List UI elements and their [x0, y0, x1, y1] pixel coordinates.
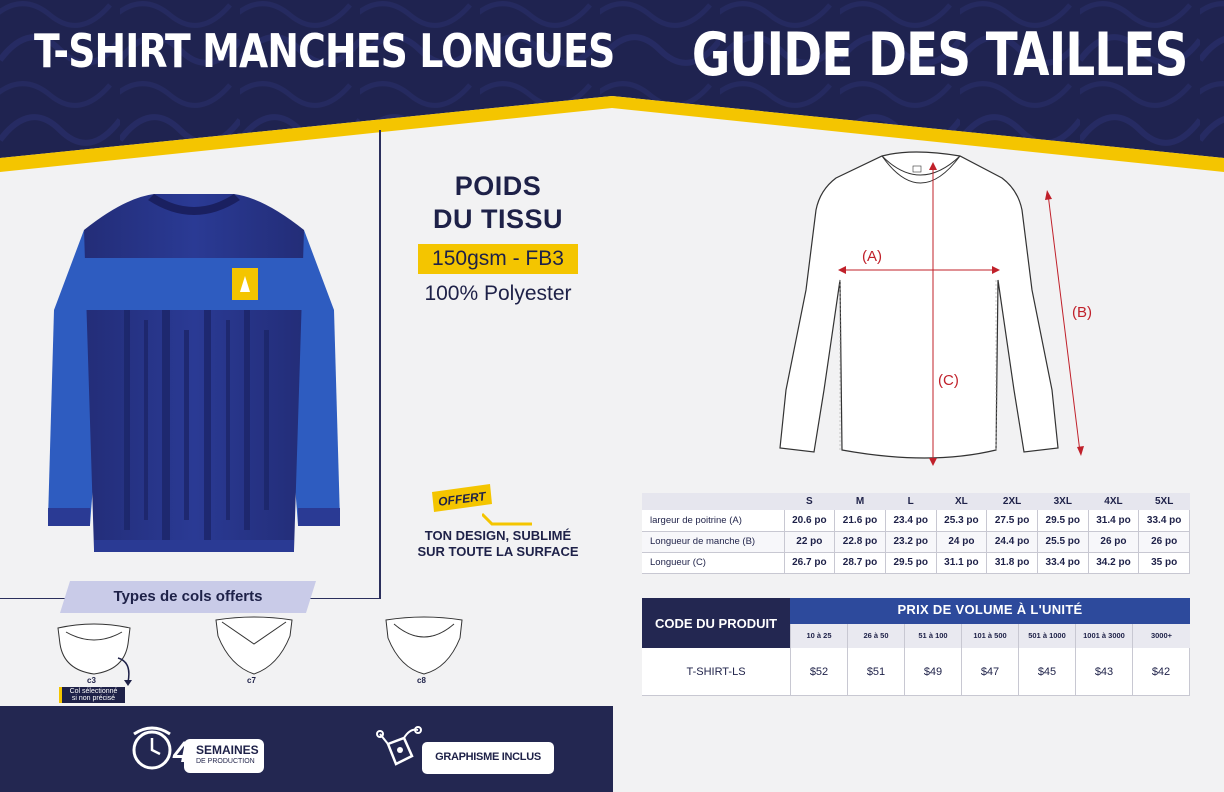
dim-label-c: (C) — [938, 372, 959, 389]
table-row — [642, 510, 1190, 531]
size-header-xl: XL — [936, 493, 987, 510]
product-code: T-SHIRT-LS — [642, 648, 790, 696]
price-table — [642, 598, 1190, 696]
table-cell: 21.6 po — [835, 510, 886, 531]
price-tier: 10 à 25 — [790, 624, 847, 648]
weeks-sub: DE PRODUCTION — [196, 758, 255, 765]
weeks-label: SEMAINES — [196, 743, 259, 757]
table-cell: 26 po — [1139, 531, 1190, 552]
row-label-chest: largeur de poitrine (A) — [642, 510, 784, 531]
price-cell: $42 — [1132, 648, 1190, 696]
collar-c7[interactable] — [212, 616, 296, 683]
table-cell: 26 po — [1088, 531, 1139, 552]
price-cell: $45 — [1018, 648, 1075, 696]
table-cell: 29.5 po — [1037, 510, 1088, 531]
shirt-image — [44, 190, 344, 565]
table-cell: 33.4 po — [1139, 510, 1190, 531]
guide-title: GUIDE DES TAILLES — [692, 20, 1188, 90]
size-header-m: M — [835, 493, 886, 510]
table-cell: 31.1 po — [936, 552, 987, 573]
table-cell: 25.5 po — [1037, 531, 1088, 552]
size-header-l: L — [885, 493, 936, 510]
table-cell: 33.4 po — [1037, 552, 1088, 573]
table-cell: 23.2 po — [885, 531, 936, 552]
price-cell: $43 — [1075, 648, 1132, 696]
row-label-sleeve: Longueur de manche (B) — [642, 531, 784, 552]
fabric-title-line2: DU TISSU — [432, 204, 563, 234]
price-cell: $47 — [961, 648, 1018, 696]
offer-line1: TON DESIGN, SUBLIMÉ — [424, 528, 572, 543]
table-cell: 23.4 po — [885, 510, 936, 531]
size-diagram — [770, 150, 1110, 475]
collar-title: Types de cols offerts — [113, 588, 263, 605]
size-header-3xl: 3XL — [1037, 493, 1088, 510]
collar-arrow-icon — [116, 656, 136, 686]
offer-underline-icon — [482, 512, 532, 526]
price-tier: 26 à 50 — [847, 624, 904, 648]
offer-line2: SUR TOUTE LA SURFACE — [417, 544, 579, 559]
collar-c8-label: c8 — [417, 676, 426, 685]
pen-tool-icon — [374, 724, 424, 774]
header-banner — [0, 0, 1224, 175]
price-cell: $49 — [904, 648, 961, 696]
table-cell: 35 po — [1139, 552, 1190, 573]
table-row — [642, 531, 1190, 552]
table-cell: 29.5 po — [885, 552, 936, 573]
price-volume-header: PRIX DE VOLUME À L'UNITÉ — [790, 598, 1190, 624]
vertical-divider — [379, 130, 381, 598]
table-cell: 28.7 po — [835, 552, 886, 573]
fabric-weight-badge: 150gsm - FB3 — [418, 244, 578, 274]
price-tier: 501 à 1000 — [1018, 624, 1075, 648]
price-tier: 101 à 500 — [961, 624, 1018, 648]
table-cell: 34.2 po — [1088, 552, 1139, 573]
fabric-weight-block — [400, 170, 596, 306]
table-cell: 25.3 po — [936, 510, 987, 531]
price-tier: 51 à 100 — [904, 624, 961, 648]
fabric-title-line1: POIDS — [454, 171, 542, 201]
collar-note-line1: Col sélectionné — [69, 688, 118, 695]
collar-c7-label: c7 — [247, 676, 256, 685]
table-cell: 20.6 po — [784, 510, 835, 531]
collar-c3-label: c3 — [87, 676, 96, 685]
weeks-number: 4 — [173, 736, 190, 769]
size-table — [642, 493, 1190, 574]
size-header-row — [642, 493, 1190, 510]
table-cell: 27.5 po — [987, 510, 1038, 531]
size-header-2xl: 2XL — [987, 493, 1038, 510]
table-cell: 22.8 po — [835, 531, 886, 552]
collar-default-note — [59, 687, 125, 703]
table-cell: 24 po — [936, 531, 987, 552]
price-code-header: CODE DU PRODUIT — [642, 598, 790, 648]
table-row — [642, 552, 1190, 573]
dim-label-b: (B) — [1072, 304, 1092, 321]
product-title: T-SHIRT MANCHES LONGUES — [34, 24, 615, 78]
table-cell: 31.8 po — [987, 552, 1038, 573]
row-label-length: Longueur (C) — [642, 552, 784, 573]
collar-note-line2: si non précisé — [71, 695, 116, 702]
footer-bar — [0, 706, 613, 792]
fabric-material: 100% Polyester — [424, 282, 572, 305]
price-cell: $52 — [790, 648, 847, 696]
size-header-4xl: 4XL — [1088, 493, 1139, 510]
table-cell: 22 po — [784, 531, 835, 552]
offer-badge-text: OFFERT — [437, 489, 487, 509]
collar-banner — [60, 581, 316, 613]
size-header-5xl: 5XL — [1139, 493, 1190, 510]
table-cell: 26.7 po — [784, 552, 835, 573]
design-label: GRAPHISME INCLUS — [435, 751, 541, 763]
dim-label-a: (A) — [862, 248, 882, 265]
size-header-s: S — [784, 493, 835, 510]
offer-badge-icon — [428, 484, 496, 514]
price-tier: 3000+ — [1132, 624, 1190, 648]
collar-c8[interactable] — [382, 616, 466, 683]
price-tier: 1001 à 3000 — [1075, 624, 1132, 648]
size-header-blank — [642, 493, 784, 510]
price-cell: $51 — [847, 648, 904, 696]
table-cell: 24.4 po — [987, 531, 1038, 552]
table-cell: 31.4 po — [1088, 510, 1139, 531]
